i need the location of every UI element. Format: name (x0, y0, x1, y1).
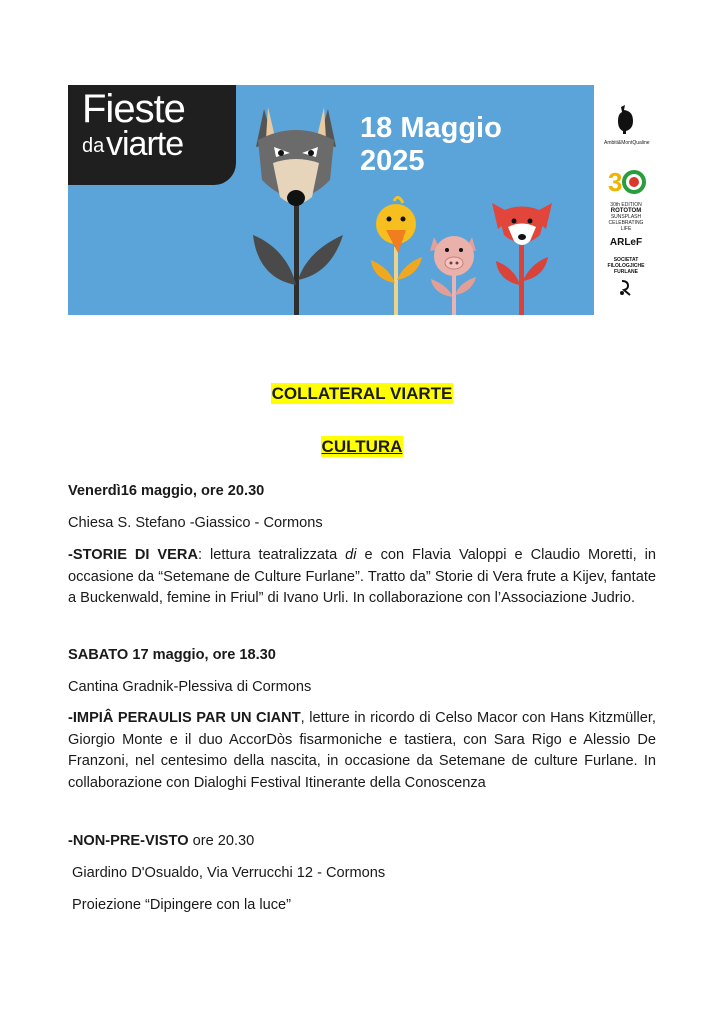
logo-da: da (82, 135, 105, 157)
rooster-logo-icon (613, 103, 639, 135)
event-3-description: Proiezione “Dipingere con la luce” (72, 897, 292, 913)
chick-flower-icon (371, 197, 422, 315)
logo-line-1: Fieste (82, 87, 185, 131)
sponsor-3-label: ARLeF (609, 237, 643, 248)
event-1-desc-a: : lettura teatralizzata (197, 547, 346, 563)
sponsor-1-label: Ambiti&MontQualine (604, 140, 650, 146)
sponsor-2-name: ROTOTOM (610, 208, 642, 214)
event-2-place: Cantina Gradnik-Plessiva di Cormons (68, 679, 312, 695)
event-1-title: -STORIE DI VERA (68, 547, 198, 563)
banner-date-line-1: 18 Maggio (360, 112, 502, 144)
rototom-30-logo-icon (606, 165, 646, 197)
event-1-place: Chiesa S. Stefano -Giassico - Cormons (68, 515, 323, 531)
wolf-flower-icon (253, 107, 343, 315)
event-2-description (68, 708, 656, 794)
event-2-desc: , letture in ricordo di Celso Macor con Hans Kitzmüller, Giorgio Monte e il duo AccorDòs fisarmoniche e tastiera, con Sara Rigo e Alessio De Franzoni, nel centesimo della nascita, in occasione da Setemane de culture Furlane. In collaborazione con Dialoghi Festival Itinerante della Conoscenza (68, 710, 656, 791)
sponsor-2-edition: 30th EDITION (610, 202, 642, 208)
banner-illustration (68, 85, 656, 315)
event-3-place: Giardino D'Osualdo, Via Verrucchi 12 - Cormons (72, 865, 386, 881)
banner-date-line-2: 2025 (360, 145, 425, 177)
sponsor-column (594, 85, 656, 315)
sponsor-4 (604, 257, 648, 275)
event-banner (68, 85, 656, 315)
sponsor-2-tag: CELEBRATING LIFE (608, 220, 644, 232)
event-2-date: SABATO 17 maggio, ore 18.30 (68, 647, 276, 663)
event-2-title: -IMPIÂ PERAULIS PAR UN CIANT (68, 710, 301, 726)
event-1-desc-di: di (345, 547, 357, 563)
sponsor-3 (604, 237, 648, 248)
section-subtitle-text: CULTURA (321, 437, 403, 456)
event-1-desc-b: e con Flavia Valoppi e Claudio Moretti, in occasione da “Setemane de Culture Furlane”. Tratto da” Storie di Vera frute a Kijev, fantate a Buckenwald, femine in Friul” di Ivano Urli. In collaborazione con l’Associazione Judrio. (68, 547, 656, 606)
section-subtitle (0, 437, 724, 457)
svg-text:3: 3 (608, 167, 623, 197)
sponsor-5-logo-icon (618, 279, 634, 297)
event-3-title: -NON-PRE-VISTO (68, 833, 189, 849)
section-title-text: COLLATERAL VIARTE (271, 384, 453, 403)
event-3-time: ore 20.30 (188, 833, 255, 849)
event-1-description (68, 545, 656, 610)
event-3-heading (68, 831, 656, 853)
logo-line-2: viarte (106, 125, 184, 163)
sponsor-2-sub: SUNSPLASH (610, 214, 642, 220)
section-title (0, 384, 724, 404)
sponsor-1 (604, 103, 648, 146)
pig-flower-icon (430, 236, 476, 315)
event-1-date: Venerdì16 maggio, ore 20.30 (68, 483, 265, 499)
sponsor-4-label: SOCIETAT FILOLOGJICHE FURLANE (607, 257, 645, 275)
sponsor-2 (604, 165, 648, 232)
sponsor-5 (604, 279, 648, 302)
fox-flower-icon (492, 203, 552, 315)
